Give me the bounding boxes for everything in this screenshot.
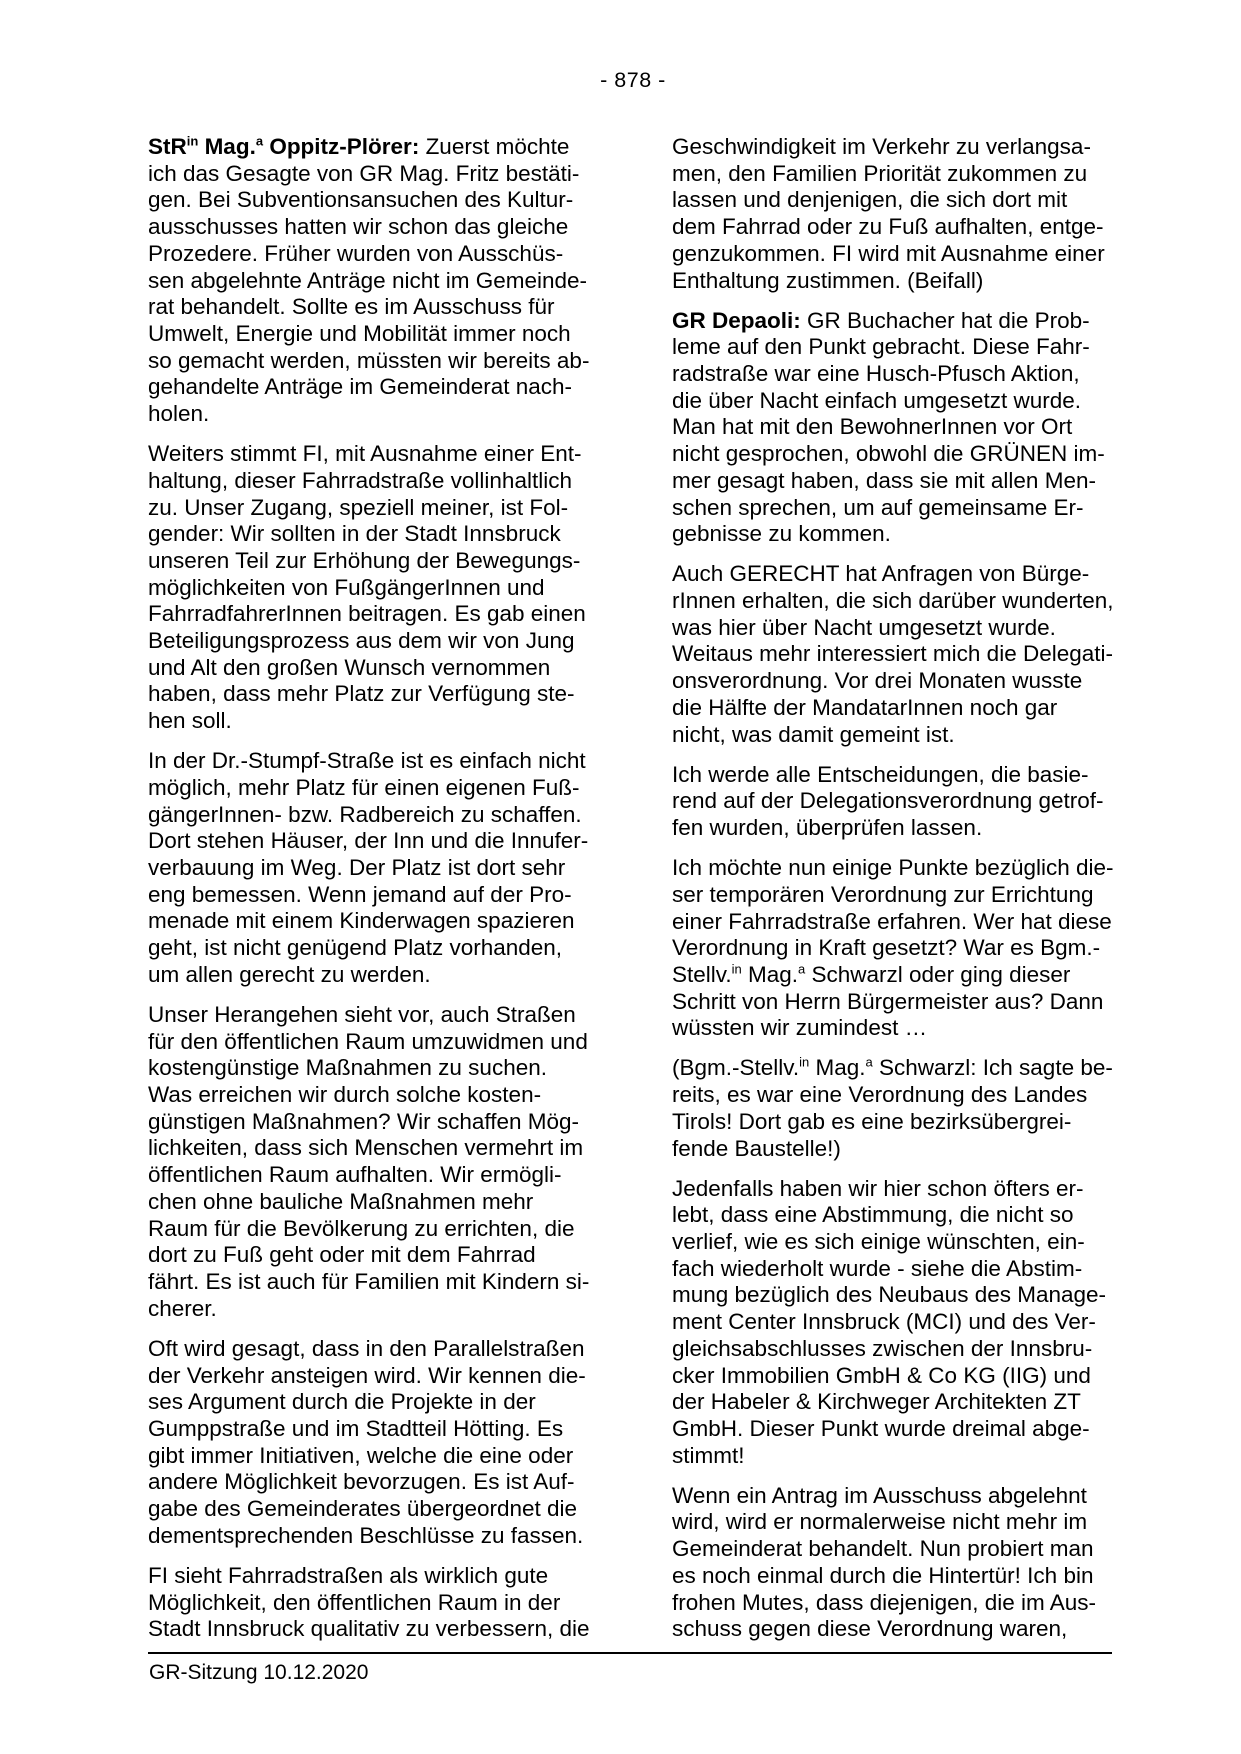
text-line: hen soll. bbox=[148, 708, 232, 734]
text-line: FahrradfahrerInnen beitragen. Es gab einen bbox=[148, 601, 586, 627]
paragraph bbox=[148, 1563, 588, 1643]
text-line: cherer. bbox=[148, 1295, 217, 1321]
text-line: rat behandelt. Sollte es im Ausschuss für bbox=[148, 294, 555, 320]
text-line: rend auf der Delegationsverordnung getrof- bbox=[672, 788, 1104, 814]
text-segment: Schwarzl oder ging dieser bbox=[805, 961, 1071, 987]
text-line: Verordnung in Kraft gesetzt? War es Bgm.- bbox=[672, 935, 1101, 961]
text-line: um allen gerecht zu werden. bbox=[148, 961, 431, 987]
text-line: lassen und denjenigen, die sich dort mit bbox=[672, 187, 1068, 213]
text-line: gehandelte Anträge im Gemeinderat nach- bbox=[148, 374, 573, 400]
text-line: und Alt den großen Wunsch vernommen bbox=[148, 654, 551, 680]
text-line: gebnisse zu kommen. bbox=[672, 521, 891, 547]
text-line: nicht gesprochen, obwohl die GRÜNEN im- bbox=[672, 441, 1105, 467]
text-line: gender: Wir sollten in der Stadt Innsbruck bbox=[148, 521, 561, 547]
text-line: genzukommen. FI wird mit Ausnahme einer bbox=[672, 240, 1105, 266]
text-line: wüssten wir zumindest … bbox=[672, 1015, 928, 1041]
text-line: menade mit einem Kinderwagen spazieren bbox=[148, 908, 575, 934]
text-line: fährt. Es ist auch für Familien mit Kindern si- bbox=[148, 1269, 590, 1294]
text-line: dementsprechenden Beschlüsse zu fassen. bbox=[148, 1522, 584, 1548]
text-segment: Mag. bbox=[198, 134, 256, 159]
text-line: holen. bbox=[148, 401, 210, 427]
text-line: sen abgelehnte Anträge nicht im Gemeinde- bbox=[148, 267, 588, 293]
text-line: Tirols! Dort gab es eine bezirksübergrei- bbox=[672, 1108, 1072, 1134]
text-segment: a bbox=[255, 133, 264, 149]
text-segment: Mag. bbox=[809, 1055, 866, 1081]
text-line: Ich möchte nun einige Punkte bezüglich die- bbox=[672, 855, 1114, 881]
paragraph bbox=[672, 308, 1112, 548]
text-line: nicht, was damit gemeint ist. bbox=[672, 721, 955, 747]
text-line: für den öffentlichen Raum umzuwidmen und bbox=[148, 1028, 588, 1054]
text-line: ser temporären Verordnung zur Errichtung bbox=[672, 881, 1094, 907]
text-line: GmbH. Dieser Punkt wurde dreimal abge- bbox=[672, 1415, 1090, 1441]
text-line: Dort stehen Häuser, der Inn und die Innufer- bbox=[148, 828, 589, 854]
text-line: gibt immer Initiativen, welche die eine oder bbox=[148, 1442, 574, 1468]
text-line: ich das Gesagte von GR Mag. Fritz bestäti- bbox=[148, 160, 580, 186]
column-left bbox=[148, 134, 588, 1643]
text-line: mer gesagt haben, dass sie mit allen Men- bbox=[672, 467, 1096, 493]
paragraph bbox=[148, 441, 588, 735]
text-line: Ich werde alle Entscheidungen, die basie- bbox=[672, 761, 1089, 787]
page-number: - 878 - bbox=[600, 68, 666, 92]
text-line: chen ohne bauliche Maßnahmen mehr bbox=[148, 1188, 534, 1214]
text-line: stimmt! bbox=[672, 1442, 745, 1468]
text-line: Auch GERECHT hat Anfragen von Bürge- bbox=[672, 561, 1090, 587]
text-line: Geschwindigkeit im Verkehr zu verlangsa- bbox=[672, 134, 1091, 159]
text-line: Möglichkeit, den öffentlichen Raum in der bbox=[148, 1589, 561, 1615]
text-segment: (Bgm.-Stellv. bbox=[672, 1055, 800, 1081]
text-segment: Oppitz-Plörer: bbox=[263, 134, 420, 159]
text-line: rInnen erhalten, die sich darüber wunderten, bbox=[672, 588, 1114, 614]
paragraph bbox=[672, 1055, 1112, 1162]
text-line: gängerInnen- bzw. Radbereich zu schaffen. bbox=[148, 801, 582, 827]
paragraph bbox=[672, 561, 1112, 748]
text-line: frohen Mutes, dass diejenigen, die im Aus- bbox=[672, 1589, 1096, 1615]
text-line: ausschusses hatten wir schon das gleiche bbox=[148, 214, 569, 240]
paragraph bbox=[672, 134, 1112, 294]
paragraph bbox=[148, 1336, 588, 1550]
text-segment: in bbox=[799, 1054, 810, 1070]
text-line: mung bezüglich des Neubaus des Manage- bbox=[672, 1282, 1107, 1308]
text-line: FI sieht Fahrradstraßen als wirklich gute bbox=[148, 1562, 549, 1588]
text-line: onsverordnung. Vor drei Monaten wusste bbox=[672, 668, 1083, 694]
text-line: Jedenfalls haben wir hier schon öfters er- bbox=[672, 1175, 1084, 1201]
text-line bbox=[672, 308, 1112, 335]
text-line: Gumppstraße und im Stadtteil Hötting. Es bbox=[148, 1415, 564, 1441]
text-line: Unser Herangehen sieht vor, auch Straßen bbox=[148, 1001, 576, 1027]
text-segment: in bbox=[731, 961, 742, 977]
text-line: lichkeiten, dass sich Menschen vermehrt im bbox=[148, 1135, 584, 1161]
text-line: öffentlichen Raum aufhalten. Wir ermögli- bbox=[148, 1162, 562, 1188]
text-segment: Zuerst möchte bbox=[419, 134, 570, 159]
text-line: die über Nacht einfach umgesetzt wurde. bbox=[672, 387, 1081, 413]
text-line bbox=[148, 134, 588, 161]
text-line: wird, wird er normalerweise nicht mehr im bbox=[672, 1509, 1088, 1535]
text-line: was hier über Nacht umgesetzt wurde. bbox=[672, 614, 1056, 640]
text-line: einer Fahrradstraße erfahren. Wer hat diese bbox=[672, 908, 1112, 934]
text-line: radstraße war eine Husch-Pfusch Aktion, bbox=[672, 361, 1080, 387]
text-line: Oft wird gesagt, dass in den Parallelstraßen bbox=[148, 1335, 585, 1361]
text-line: eng bemessen. Wenn jemand auf der Pro- bbox=[148, 881, 572, 907]
text-line: reits, es war eine Verordnung des Landes bbox=[672, 1082, 1088, 1108]
text-line: fach wiederholt wurde - siehe die Abstim- bbox=[672, 1255, 1083, 1281]
text-line: haltung, dieser Fahrradstraße vollinhaltlich bbox=[148, 467, 572, 493]
text-line: günstigen Maßnahmen? Wir schaffen Mög- bbox=[148, 1108, 580, 1134]
text-line: fen wurden, überprüfen lassen. bbox=[672, 815, 983, 841]
text-segment: GR Buchacher hat die Prob- bbox=[800, 307, 1090, 333]
text-line: der Verkehr ansteigen wird. Wir kennen die- bbox=[148, 1362, 586, 1388]
text-line: Enthaltung zustimmen. (Beifall) bbox=[672, 267, 984, 293]
text-line: Gemeinderat behandelt. Nun probiert man bbox=[672, 1536, 1094, 1562]
text-line: die Hälfte der MandatarInnen noch gar bbox=[672, 694, 1058, 720]
text-line: gen. Bei Subventionsansuchen des Kultur- bbox=[148, 187, 574, 213]
text-columns bbox=[148, 134, 1112, 1643]
text-line: leme auf den Punkt gebracht. Diese Fahr- bbox=[672, 334, 1090, 360]
footer-session-label: GR-Sitzung 10.12.2020 bbox=[149, 1661, 369, 1684]
text-segment: Schwarzl: Ich sagte be- bbox=[872, 1055, 1113, 1081]
paragraph bbox=[672, 762, 1112, 842]
text-line: kostengünstige Maßnahmen zu suchen. bbox=[148, 1055, 547, 1081]
text-line: Raum für die Bevölkerung zu errichten, die bbox=[148, 1215, 575, 1241]
text-line: Schritt von Herrn Bürgermeister aus? Dann bbox=[672, 988, 1104, 1014]
footer-rule bbox=[148, 1652, 1112, 1654]
text-line: dem Fahrrad oder zu Fuß aufhalten, entge- bbox=[672, 214, 1104, 240]
text-line: dort zu Fuß geht oder mit dem Fahrrad bbox=[148, 1242, 536, 1268]
text-line: es noch einmal durch die Hintertür! Ich bin bbox=[672, 1562, 1094, 1588]
text-line: verlief, wie es sich einige wünschten, ein- bbox=[672, 1229, 1085, 1255]
paragraph bbox=[148, 1002, 588, 1322]
text-line: möglichkeiten von FußgängerInnen und bbox=[148, 574, 545, 600]
text-line: Was erreichen wir durch solche kosten- bbox=[148, 1082, 542, 1108]
text-line: Weiters stimmt FI, mit Ausnahme einer Ent- bbox=[148, 441, 582, 467]
text-line: verbauung im Weg. Der Platz ist dort sehr bbox=[148, 855, 566, 881]
text-line: gabe des Gemeinderates übergeordnet die bbox=[148, 1496, 578, 1522]
paragraph bbox=[672, 855, 1112, 1042]
text-segment: a bbox=[865, 1054, 873, 1070]
text-line: so gemacht werden, müssten wir bereits ab- bbox=[148, 347, 590, 373]
text-segment: StR bbox=[148, 134, 187, 159]
paragraph bbox=[672, 1483, 1112, 1643]
paragraph bbox=[672, 1176, 1112, 1470]
text-line: lebt, dass eine Abstimmung, die nicht so bbox=[672, 1202, 1074, 1228]
text-line: schen sprechen, um auf gemeinsame Er- bbox=[672, 494, 1084, 520]
text-line: zu. Unser Zugang, speziell meiner, ist Fol- bbox=[148, 494, 569, 520]
text-line: gleichsabschlusses zwischen der Innsbru- bbox=[672, 1335, 1093, 1361]
text-line: möglich, mehr Platz für einen eigenen Fuß- bbox=[148, 774, 580, 800]
text-line: Man hat mit den BewohnerInnen vor Ort bbox=[672, 414, 1073, 440]
text-line: men, den Familien Priorität zukommen zu bbox=[672, 160, 1088, 186]
text-segment: Stellv. bbox=[672, 961, 732, 987]
text-segment: in bbox=[186, 133, 199, 149]
text-line: ment Center Innsbruck (MCI) und des Ver- bbox=[672, 1309, 1096, 1335]
text-segment: Mag. bbox=[741, 961, 799, 987]
text-line: Wenn ein Antrag im Ausschuss abgelehnt bbox=[672, 1482, 1087, 1508]
text-line: geht, ist nicht genügend Platz vorhanden, bbox=[148, 935, 563, 961]
paragraph bbox=[148, 134, 588, 428]
text-line: Beteiligungsprozess aus dem wir von Jung bbox=[148, 628, 575, 654]
text-line: In der Dr.-Stumpf-Straße ist es einfach nicht bbox=[148, 748, 586, 774]
text-line: fende Baustelle!) bbox=[672, 1135, 841, 1161]
text-line: Prozedere. Früher wurden von Ausschüs- bbox=[148, 240, 564, 266]
column-right bbox=[672, 134, 1112, 1643]
paragraph bbox=[148, 748, 588, 988]
text-line: andere Möglichkeit bevorzugen. Es ist Auf- bbox=[148, 1469, 575, 1495]
text-line: Stadt Innsbruck qualitativ zu verbessern, die bbox=[148, 1616, 590, 1642]
text-line: Weitaus mehr interessiert mich die Delegati- bbox=[672, 641, 1114, 667]
text-segment: GR Depaoli: bbox=[672, 307, 801, 333]
text-line: unseren Teil zur Erhöhung der Bewegungs- bbox=[148, 547, 581, 573]
text-line: Umwelt, Energie und Mobilität immer noch bbox=[148, 320, 571, 346]
text-segment: a bbox=[798, 961, 806, 977]
text-line bbox=[672, 1055, 1112, 1082]
text-line: ses Argument durch die Projekte in der bbox=[148, 1389, 536, 1415]
text-line bbox=[672, 962, 1112, 989]
text-line: cker Immobilien GmbH & Co KG (IIG) und bbox=[672, 1362, 1091, 1388]
text-line: der Habeler & Kirchweger Architekten ZT bbox=[672, 1389, 1081, 1415]
text-line: schuss gegen diese Verordnung waren, bbox=[672, 1616, 1068, 1642]
text-line: haben, dass mehr Platz zur Verfügung ste- bbox=[148, 681, 575, 707]
